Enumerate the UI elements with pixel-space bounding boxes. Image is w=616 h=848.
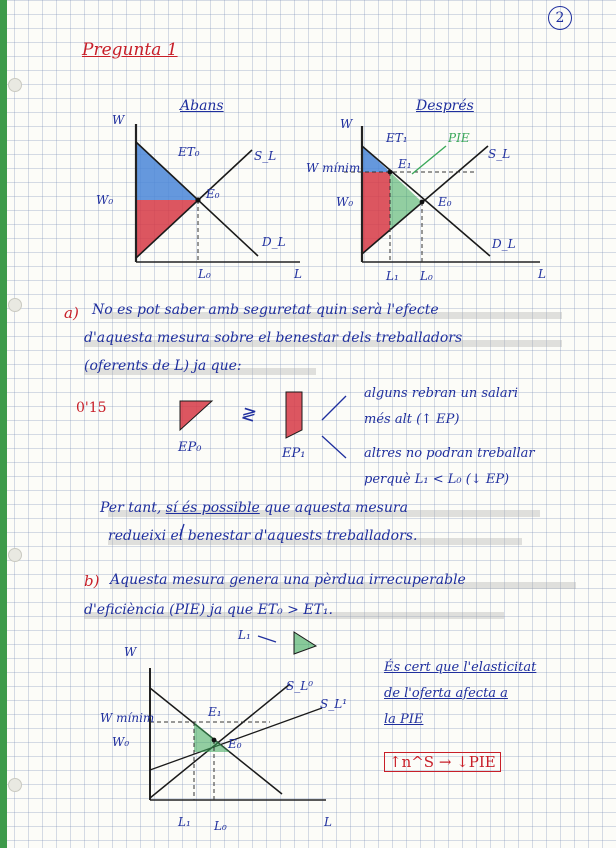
elasticity-note-line-1: És cert que l'elasticitat	[384, 660, 537, 675]
equilibrium-point	[195, 197, 200, 202]
bullet-2-line-1: altres no podran treballar	[364, 446, 535, 461]
conclusion-post: que aquesta mesura	[259, 500, 408, 516]
bullet-2-line-2: perquè L₁ < L₀ (↓ EP)	[364, 472, 510, 487]
part-b-line-1: Aquesta mesura genera una pèrdua irrecuperable	[110, 572, 466, 588]
part-b-arrow-note: L₁	[238, 628, 251, 642]
pie-label: PIE	[448, 131, 470, 145]
part-a-marker: a)	[64, 304, 79, 322]
e0-point	[212, 738, 217, 743]
part-b-marker: b)	[84, 572, 100, 590]
l1-label: L₁	[386, 269, 399, 283]
wmin-label: W mínim	[306, 161, 361, 175]
demand-label: D_L	[262, 235, 286, 249]
l0-label: L₀	[214, 819, 227, 833]
ep1-label: EP₁	[282, 446, 306, 461]
pie-arrow	[412, 146, 446, 174]
graph-after	[306, 117, 546, 283]
e1-point	[388, 170, 393, 175]
l1-label: L₁	[178, 815, 191, 829]
supply-label: S_L	[488, 147, 511, 161]
w0-label: W₀	[336, 195, 354, 209]
elasticity-result-box: ↑n^S → ↓PIE	[384, 752, 501, 772]
pie-triangle-icon	[294, 632, 316, 654]
deadweight-loss-area	[390, 172, 422, 230]
ep0-label: EP₀	[178, 440, 202, 455]
part-a-line-1: No es pot saber amb seguretat quin serà l'efecte	[92, 302, 439, 318]
total-surplus-label: ET₀	[178, 145, 200, 159]
part-b-line-2: d'eficiència (PIE) ja que ET₀ > ET₁.	[84, 602, 333, 618]
graph-after-title: Després	[416, 98, 474, 114]
supply-curve-0	[150, 684, 290, 798]
l-axis-label: L	[538, 267, 546, 281]
part-a-line-3: (oferents de L) ja que:	[84, 358, 242, 374]
conclusion-emphasis: sí és possible	[165, 500, 260, 516]
s1-label: S_L¹	[320, 697, 347, 711]
page-number: 2	[555, 10, 565, 26]
conclusion-line-1	[100, 500, 408, 516]
e1-label: E₁	[208, 705, 222, 719]
arrow-up-icon	[322, 396, 346, 420]
compare-symbol: ≷	[240, 404, 256, 425]
s0-label: S_L⁰	[286, 679, 313, 693]
l-axis-label: L	[294, 267, 302, 281]
e1-label: E₁	[398, 157, 412, 171]
elasticity-note-line-3: la PIE	[384, 712, 424, 727]
wmin-label: W mínim	[100, 711, 155, 725]
demand-label: D_L	[492, 237, 516, 251]
ep0-triangle	[180, 401, 212, 430]
conclusion-pre: Per tant,	[100, 500, 166, 516]
e0-point	[420, 200, 425, 205]
part-a-line-2: d'aquesta mesura sobre el benestar dels treballadors	[84, 330, 463, 346]
l0-label: L₀	[420, 269, 433, 283]
w-axis-label: W	[112, 113, 125, 127]
graph-elasticity	[100, 645, 347, 833]
w-axis-label: W	[340, 117, 353, 131]
conclusion-line-2: redueixi el benestar d'aquests treballadors.	[108, 528, 418, 544]
ep1-shape	[286, 392, 302, 438]
question-heading: Pregunta 1	[82, 40, 178, 60]
w0-label: W₀	[96, 193, 114, 207]
l0-label: L₀	[198, 267, 211, 281]
equilibrium-label: E₀	[206, 187, 220, 201]
graph-before	[96, 113, 302, 281]
e0-label: E₀	[438, 195, 452, 209]
bullet-1-line-2: més alt (↑ EP)	[364, 412, 460, 427]
graph-before-title: Abans	[180, 98, 224, 114]
supply-label: S_L	[254, 149, 277, 163]
arrow-down-icon	[322, 436, 346, 458]
e0-label: E₀	[228, 737, 242, 751]
et1-label: ET₁	[386, 131, 408, 145]
w-axis-label: W	[124, 645, 137, 659]
arrow-right-icon	[258, 636, 276, 642]
l-axis-label: L	[324, 815, 332, 829]
grade-mark: 0'15	[76, 400, 107, 416]
bullet-1-line-1: alguns rebran un salari	[364, 386, 519, 401]
elasticity-note-line-2: de l'oferta afecta a	[384, 686, 508, 701]
w0-label: W₀	[112, 735, 130, 749]
